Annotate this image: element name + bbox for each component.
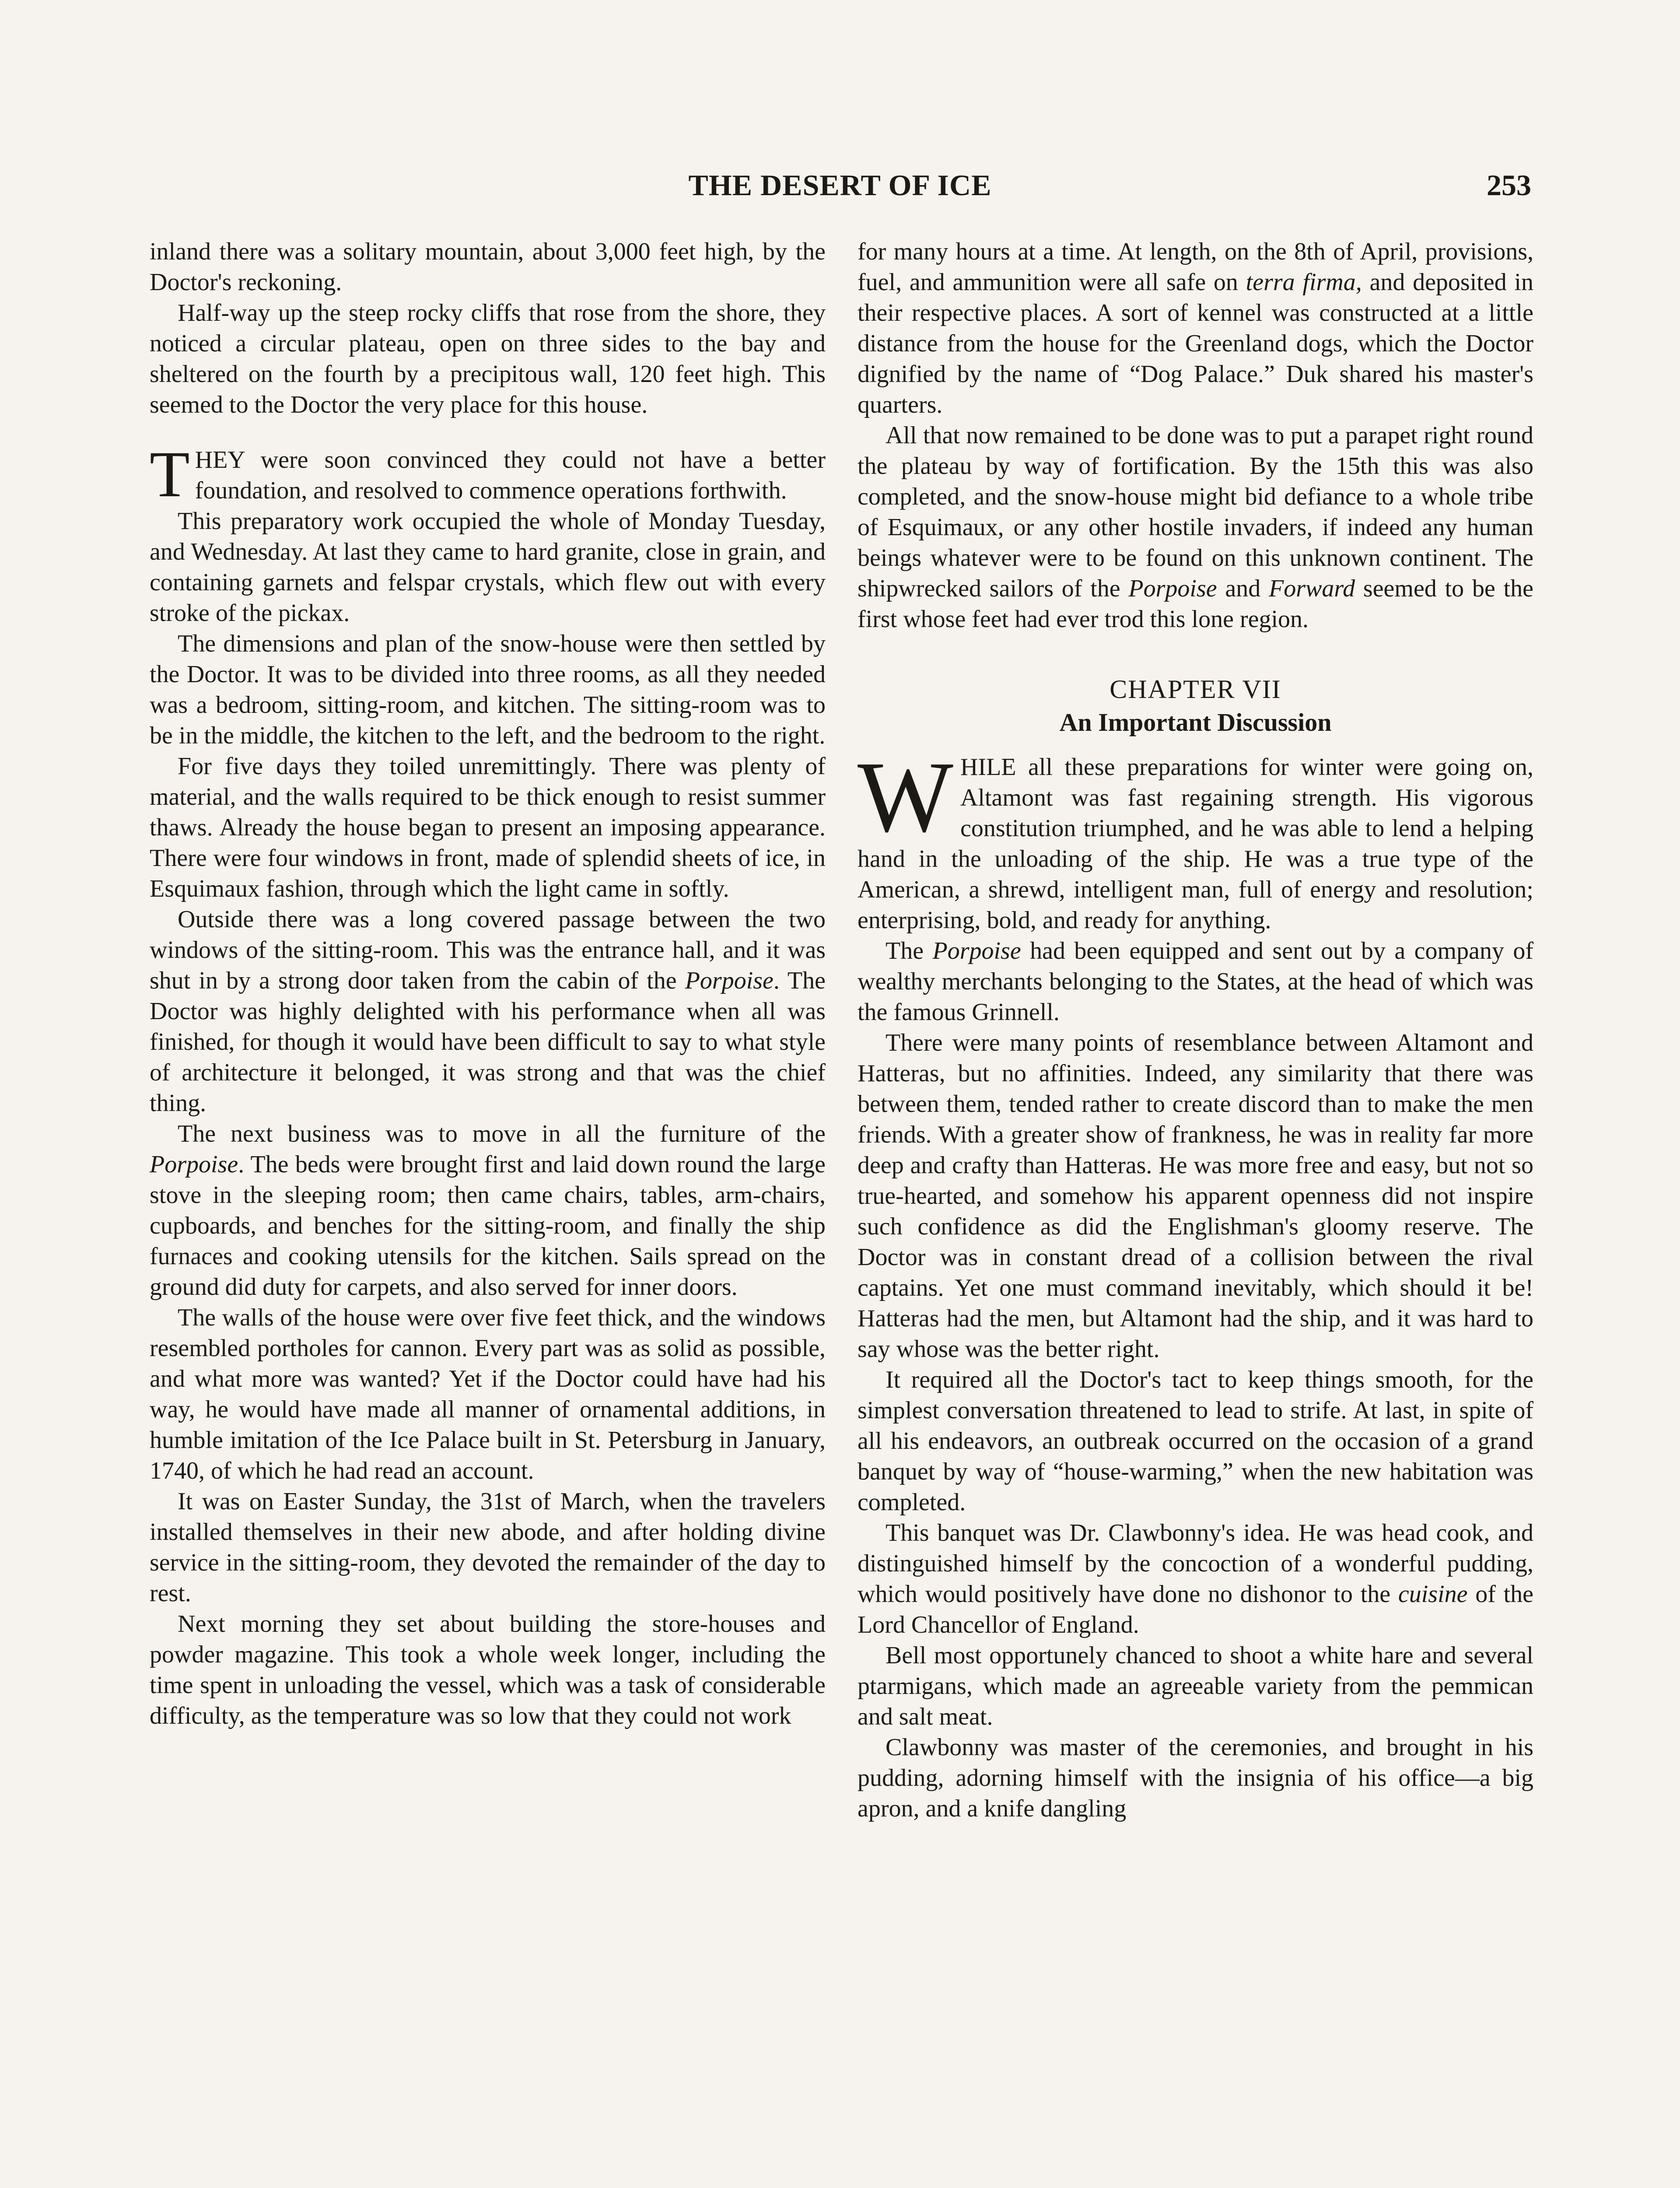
paragraph-drop-cap	[858, 741, 1533, 936]
paragraph-text: The	[886, 937, 933, 964]
paragraph-drop-cap	[150, 438, 826, 511]
paragraph-text: and	[1217, 575, 1269, 602]
ship-name: Porpoise	[685, 967, 774, 994]
paragraph	[858, 1518, 1533, 1640]
paragraph: For five days they toiled unremittingly. There was plenty of material, and the walls required to be thick enough to resist summer thaws. Already the house began to present an imposing appearance. There were four windows in front, made of splendid sheets of ice, in Esquimaux fashion, through which the light came in softly.	[150, 753, 826, 902]
paragraph: The dimensions and plan of the snow-house were then settled by the Doctor. It was to be divided into three rooms, as all they needed was a bedroom, sitting-room, and kitchen. The sitting-room was to be in the middle, the kitchen to the left, and the bedroom to the right.	[150, 630, 826, 749]
running-head	[149, 163, 1531, 211]
drop-cap-letter: T	[150, 438, 190, 511]
right-column	[858, 236, 1533, 1824]
paragraph-text: . The beds were brought first and laid down round the large stove in the sleeping room; then came chairs, tables, arm-chairs, cupboards, and benches for the sitting-room, and finally the ship furnaces and cooking utensils for the kitchen. Sails spread on the ground did duty for carpets, and also served for inner doors.	[150, 1151, 826, 1301]
paragraph: The walls of the house were over five feet thick, and the windows resembled portholes for cannon. Every part was as solid as possible, and what more was wanted? Yet if the Doctor could have had his way, he would have made all manner of ornamental additions, in humble imitation of the Ice Palace built in St. Petersburg in January, 1740, of which he had read an account.	[150, 1304, 826, 1484]
paragraph-text: . The Doctor was highly delighted with his performance when all was finished, for though it would have been difficult to say to what style of architecture it belonged, it was strong and that was the chief thing.	[150, 967, 826, 1117]
paragraph: inland there was a solitary mountain, about 3,000 feet high, by the Doctor's reckoning.	[150, 238, 826, 296]
paragraph: Clawbonny was master of the ceremonies, and brought in his pudding, adorning himself with the insignia of his office—a big apron, and a knife dangling	[858, 1734, 1533, 1822]
paragraph-text: HEY were soon convinced they could not have a better foundation, and resolved to commence operations forthwith.	[195, 446, 826, 504]
paragraph: Bell most opportunely chanced to shoot a white hare and several ptarmigans, which made an agreeable variety from the pemmican and salt meat.	[858, 1642, 1533, 1730]
ship-name: Porpoise	[150, 1151, 238, 1178]
paragraph-text: and deposited in their respective places. A sort of kennel was constructed at a little distance from the house for the Greenland dogs, which the Doctor dignified by the name of “Dog Palace.” Duk shared his master's quarters.	[858, 269, 1533, 418]
chapter-title: An Important Discussion	[1059, 708, 1332, 736]
drop-cap-letter: W	[858, 741, 953, 853]
paragraph	[150, 904, 826, 1119]
paragraph-text: Outside there was a long covered passage between the two windows of the sitting-room. This was the entrance hall, and it was shut in by a strong door taken from the cabin of the	[150, 906, 826, 994]
paragraph-text: for many hours at a time. At length, on the 8th of April, provisions, fuel, and ammunition were all safe on	[858, 238, 1533, 296]
paragraph: It required all the Doctor's tact to keep things smooth, for the simplest conversation threatened to lead to strife. At last, in spite of all his endeavors, an outbreak occurred on the occasion of a grand banquet by way of “house-warming,” when the new habitation was completed.	[858, 1366, 1533, 1516]
italic-phrase: cuisine	[1398, 1581, 1468, 1608]
paragraph-text: of the Lord Chancellor of England.	[858, 1581, 1534, 1638]
paragraph: This preparatory work occupied the whole of Monday Tuesday, and Wednesday. At last they came to hard granite, close in grain, and containing garnets and felspar crystals, which flew out with every stroke of the pickax.	[150, 508, 826, 627]
ship-name: Forward	[1269, 575, 1355, 602]
paragraph-text: All that now remained to be done was to put a parapet right round the plateau by way of fortification. By the 15th this was also completed, and the snow-house might bid defiance to a whole tribe of Esquimaux, or any other hostile invaders, if indeed any human beings whatever were to be found on this unknown continent. The shipwrecked sailors of the	[858, 422, 1533, 602]
paragraph: It was on Easter Sunday, the 31st of March, when the travelers installed themselves in their new abode, and after holding divine service in the sitting-room, they devoted the remainder of the day to rest.	[150, 1488, 826, 1607]
paragraph	[858, 936, 1533, 1027]
paragraph-text: HILE all these preparations for winter were going on, Altamont was fast regaining strength. His vigorous constitution triumphed, and he was able to lend a helping hand in the unloading of the ship. He was a true type of the American, a shrewd, intelligent man, full of energy and resolution; enterprising, bold, and ready for anything.	[858, 754, 1533, 934]
paragraph-text: This banquet was Dr. Clawbonny's idea. He was head cook, and distinguished himself by the concoction of a wonderful pudding, which would positively have done no dishonor to the	[858, 1519, 1533, 1608]
paragraph-text: The next business was to move in all the furniture of the	[178, 1120, 826, 1147]
paragraph-text: had been equipped and sent out by a company of wealthy merchants belonging to the States, at the head of which was the famous Grinnell.	[858, 937, 1534, 1026]
paragraph: There were many points of resemblance between Altamont and Hatteras, but no affinities. Indeed, any similarity that there was between them, tended rather to create discord than to make the men friends. With a greater show of frankness, he was in reality far more deep and crafty than Hatteras. He was more free and easy, but not so true-hearted, and somehow his apparent openness did not inspire such confidence as did the Englishman's gloomy reserve. The Doctor was in constant dread of a collision between the rival captains. Yet one must command inevitably, which should it be! Hatteras had the men, but Altamont had the ship, and it was hard to say whose was the better right.	[858, 1029, 1533, 1363]
paragraph: Half-way up the steep rocky cliffs that rose from the shore, they noticed a circular plateau, open on three sides to the bay and sheltered on the fourth by a precipitous wall, 120 feet high. This seemed to the Doctor the very place for this house.	[150, 299, 826, 418]
paragraph-text: seemed to be the first whose feet had ever trod this lone region.	[858, 575, 1533, 633]
page-number: 253	[1487, 168, 1531, 202]
paragraph	[858, 236, 1533, 420]
running-title: THE DESERT OF ICE	[688, 168, 992, 202]
paragraph: Next morning they set about building the store-houses and powder magazine. This took a whole week longer, including the time spent in unloading the vessel, which was a task of considerable difficulty, as the temperature was so low that they could not work	[150, 1610, 826, 1729]
chapter-number: CHAPTER VII	[1110, 675, 1281, 704]
ship-name: Porpoise	[1128, 575, 1217, 602]
left-column	[150, 236, 826, 1731]
paragraph	[858, 420, 1533, 635]
italic-phrase: terra firma,	[1246, 269, 1362, 296]
paragraph	[150, 1119, 826, 1302]
ship-name: Porpoise	[932, 937, 1021, 964]
